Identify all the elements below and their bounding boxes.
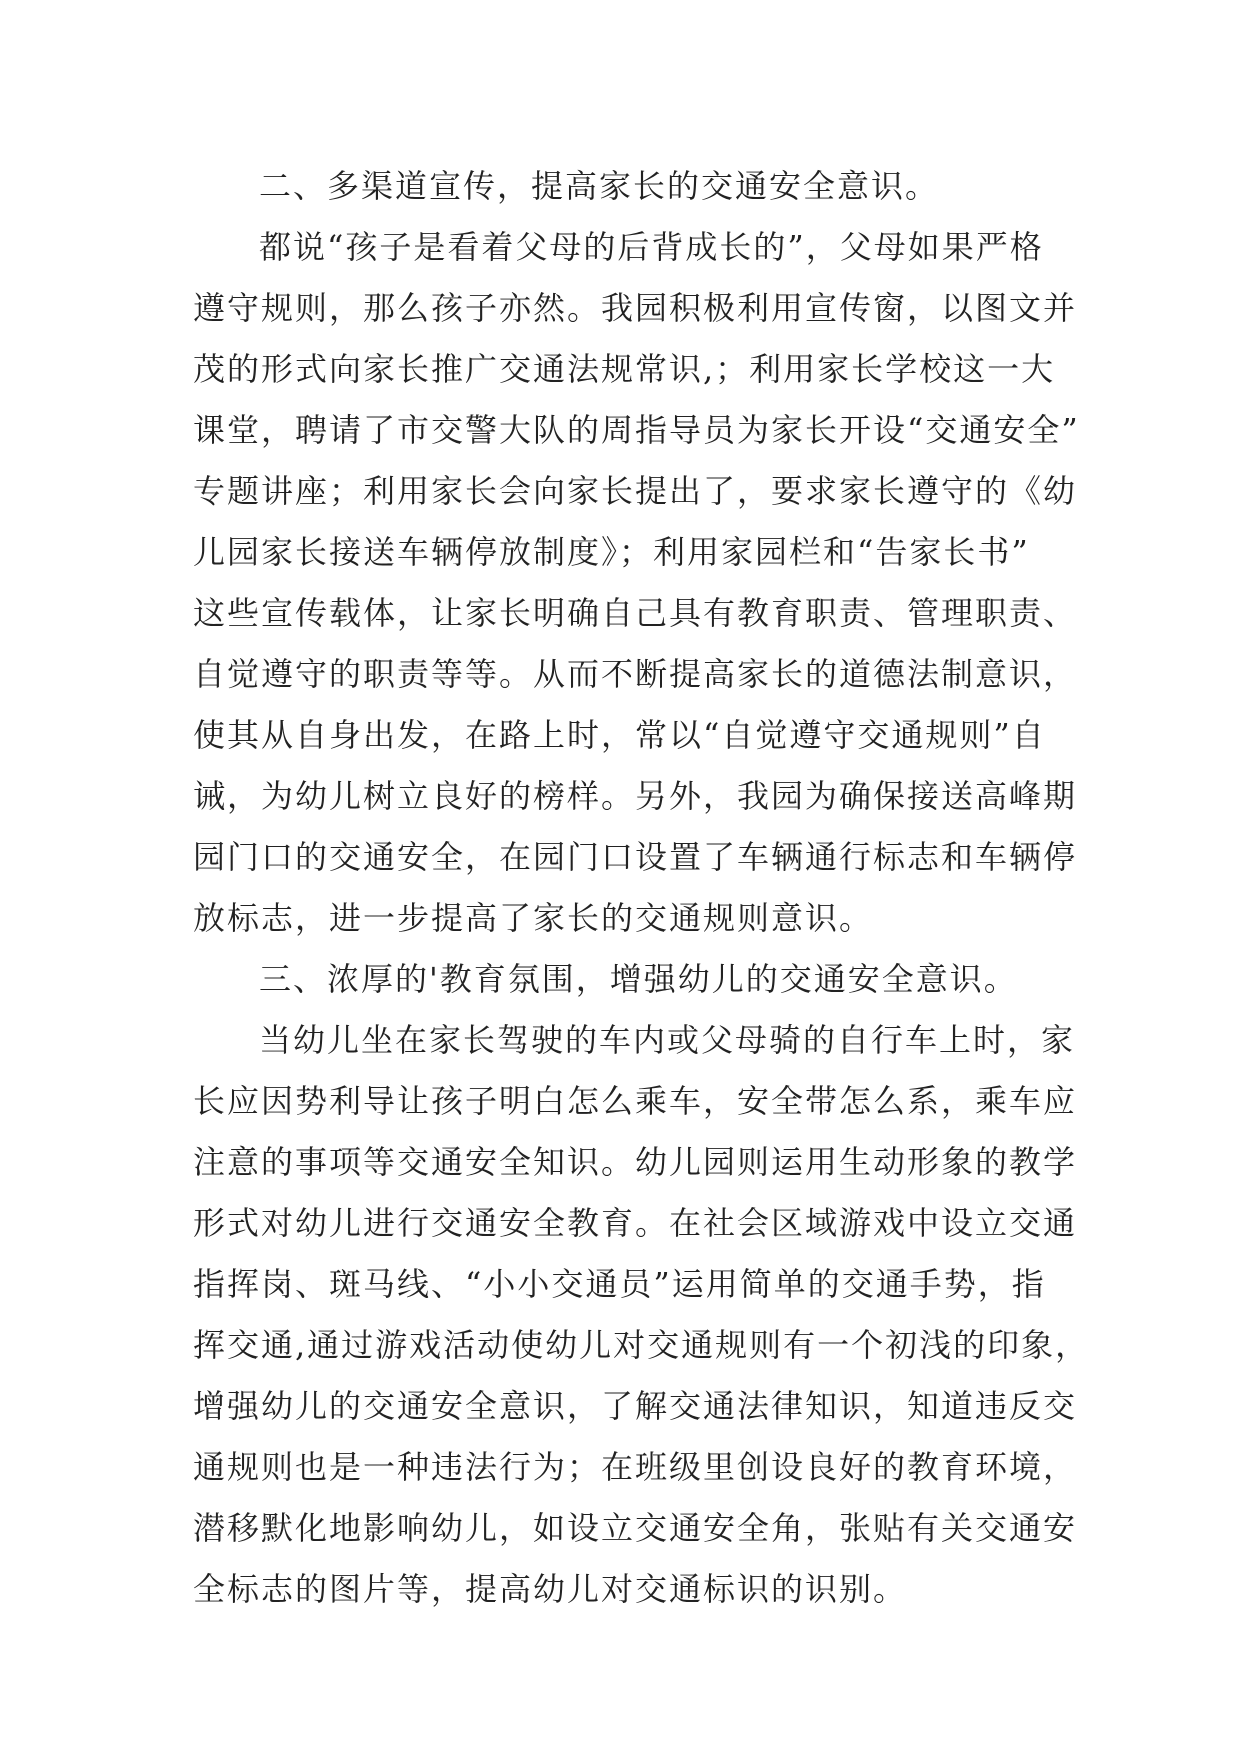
paragraph-line: 自觉遵守的职责等等。从而不断提高家长的道德法制意识， (193, 655, 1078, 693)
paragraph-line: 园门口的交通安全，在园门口设置了车辆通行标志和车辆停 (193, 838, 1078, 876)
paragraph-line: 专题讲座；利用家长会向家长提出了，要求家长遵守的《幼 (193, 472, 1078, 510)
paragraph-line: 当幼儿坐在家长驾驶的车内或父母骑的自行车上时，家 (259, 1021, 1076, 1059)
section-heading: 二、多渠道宣传，提高家长的交通安全意识。 (259, 167, 940, 205)
document-body (193, 156, 1090, 1620)
paragraph-line: 增强幼儿的交通安全意识，了解交通法律知识，知道违反交 (193, 1387, 1078, 1425)
paragraph-line: 挥交通,通过游戏活动使幼儿对交通规则有一个初浅的印象， (193, 1326, 1090, 1364)
section-heading: 三、浓厚的'教育氛围，增强幼儿的交通安全意识。 (259, 960, 1018, 998)
paragraph-line: 遵守规则，那么孩子亦然。我园积极利用宣传窗，以图文并 (193, 289, 1078, 327)
paragraph-line: 诫，为幼儿树立良好的榜样。另外，我园为确保接送高峰期 (193, 777, 1078, 815)
paragraph-line: 潜移默化地影响幼儿，如设立交通安全角，张贴有关交通安 (193, 1509, 1078, 1547)
paragraph-line: 儿园家长接送车辆停放制度》；利用家园栏和“告家长书” (193, 533, 1030, 571)
paragraph-line: 注意的事项等交通安全知识。幼儿园则运用生动形象的教学 (193, 1143, 1078, 1181)
paragraph-line: 通规则也是一种违法行为；在班级里创设良好的教育环境， (193, 1448, 1078, 1486)
paragraph-line: 指挥岗、斑马线、“小小交通员”运用简单的交通手势，指 (193, 1265, 1046, 1303)
paragraph-line: 形式对幼儿进行交通安全教育。在社会区域游戏中设立交通 (193, 1204, 1078, 1242)
paragraph-line: 长应因势利导让孩子明白怎么乘车，安全带怎么系，乘车应 (193, 1082, 1078, 1120)
paragraph-line: 全标志的图片等，提高幼儿对交通标识的识别。 (193, 1570, 908, 1608)
paragraph-line: 使其从自身出发，在路上时，常以“自觉遵守交通规则”自 (193, 716, 1046, 754)
paragraph-line: 都说“孩子是看着父母的后背成长的”，父母如果严格 (259, 228, 1044, 266)
paragraph-line: 茂的形式向家长推广交通法规常识,；利用家长学校这一大 (193, 350, 1056, 388)
paragraph-line: 课堂，聘请了市交警大队的周指导员为家长开设“交通安全” (193, 411, 1080, 449)
paragraph-line: 这些宣传载体，让家长明确自己具有教育职责、管理职责、 (193, 594, 1078, 632)
paragraph-line: 放标志，进一步提高了家长的交通规则意识。 (193, 899, 874, 937)
